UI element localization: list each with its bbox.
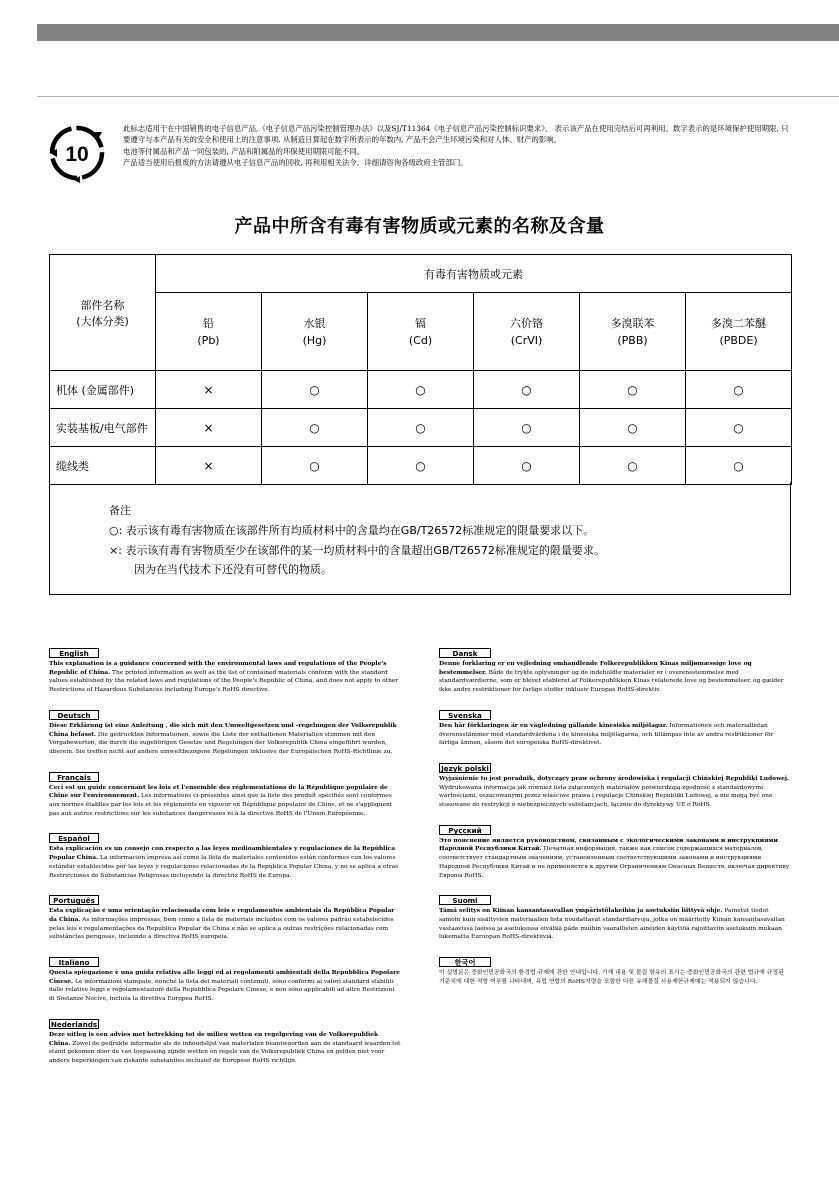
language-lead: Questa spiegazione è una guida relativa alle leggi ed ai regolamenti ambientali della Repubblica Popolare Cinese. (49, 969, 400, 985)
cell-value: × (156, 447, 262, 485)
efup-10-recycle-icon (47, 123, 107, 183)
language-label: 한국어 (439, 957, 491, 967)
language-body: Wydrukowana informacja jak również lista załączonych materiałów potwierdzają zgodność z standardowymi wartościami, oszacowanymi przez właściwe prawa i regulacje Chińskiej Republiki Ludowej, a nie mogą być one stosowane do restrykcji o niebezpiecznych substancjach, łącznie do dyrektywy UE o RoHS. (439, 784, 773, 809)
column-header (156, 293, 262, 371)
cell-value: ○ (474, 447, 580, 485)
part-header-sub: (大体分类) (76, 314, 129, 328)
language-block (49, 950, 401, 1004)
header-bar (37, 24, 839, 41)
language-block (49, 888, 401, 942)
language-lead: Denne forklaring er en vejledning omhandlende Folkerepublikken Kinas miljømæssige love og bestemmelser. (439, 660, 752, 676)
table-row (50, 371, 792, 409)
language-text (439, 660, 791, 695)
language-label: Français (49, 772, 99, 782)
language-text (49, 907, 401, 942)
language-label: Język polski (439, 763, 491, 773)
language-lead: Это пояснение является руководством, связанным с экологическими законами и инструкциями Народной Республики Китай. (439, 836, 778, 853)
circle-note: ○: 表示该有毒有害物质在该部件所有均质材料中的含量均在GB/T26572标准规定的限量要求以下。 (109, 524, 595, 537)
language-label: Deutsch (49, 710, 99, 720)
column-header (686, 293, 792, 371)
language-column-left (49, 641, 401, 1074)
cell-value: ○ (262, 447, 368, 485)
cell-value: ○ (368, 447, 474, 485)
language-block (49, 641, 401, 695)
table-title: 产品中所含有毒有害物质或元素的名称及含量 (234, 216, 605, 237)
column-name: 水银 (303, 316, 326, 330)
language-block (49, 1012, 401, 1066)
language-lead: Deze uitleg is een advies met betrekking tot de milieu wetten en regelgeving van de Volksrepubliek China. (49, 1030, 379, 1047)
language-body: 이 설명문은 중화인민공화국의 환경법 규제에 관한 안내입니다. 기재 내용 및 물질 함유의 표시는 중화인민공화국의 관련 법규에 규정된 기준치에 대한 적합 여부를 나타내며, 유럽 연합의 RoHS지령을 포함한 다른 유해물질 사용제한규제에는 적용되지 않습니다. (439, 970, 784, 985)
language-block (439, 756, 791, 810)
column-symbol: (Pb) (197, 333, 220, 347)
language-body: Печатная информация, также как список содержащихся материалов, соответствует стандартным значениям, установленным соответствующими законами и инструкциями Народной Республики Китай и не применяется к другим Ограничениям Опасных Веществ, включая директиву Европы RoHS. (439, 846, 790, 879)
column-header (368, 293, 474, 371)
row-part: 实装基板/电气部件 (50, 409, 156, 447)
cell-value: ○ (686, 409, 792, 447)
intro-paragraph: 此标志适用于在中国销售的电子信息产品,《电子信息产品污染控制管理办法》以及SJ/T11364《电子信息产品污染控制标识要求》。 表示该产品在使用完结后可再利用。数字表示的是环境保护使用期限, 只要遵守与本产品有关的安全和使用上的注意事项, 从制造日算起在数字所表示的年数内, 产品不会产生环境污染和对人体、财产的影响。 (123, 124, 789, 145)
column-symbol: (Hg) (302, 333, 327, 347)
cell-value: × (156, 371, 262, 409)
column-name: 多溴联苯 (610, 316, 655, 330)
language-lead: Tämä selitys on Kiinan kansantasavallan ympäristölakeihin ja asetuksiin liittyvä ohje. (439, 907, 723, 915)
intro-text (123, 123, 793, 169)
language-body: Le informazioni stampate, nonché la lista dei materiali contenuti, sono conformi ai valori standard stabiliti dalle relative leggi e regolamentazioni della Repubblica Popolare Cinese, e non sono applicabili ad altre Restrizioni di Sostanze Nocive, inclusa la direttiva Europea RoHS. (49, 978, 395, 1003)
language-block (49, 826, 401, 880)
cell-value: ○ (580, 409, 686, 447)
language-body: Zowel de gedrukte informatie als de inhoudslijst van materialen beantwoorden aan de standaard waarden tot stand gekomen door de van toepassing zijnde wetten en regels van de Volksrepubliek China en gelden niet voor andere beperkingen van riskante substanties inclusief de Europese RoHS richtlijn. (49, 1040, 401, 1064)
column-symbol: (Cd) (408, 333, 433, 347)
header-divider (37, 96, 839, 97)
language-text (439, 775, 791, 810)
column-header (580, 293, 686, 371)
row-part: 缆线类 (50, 447, 156, 485)
language-text (439, 722, 791, 748)
language-text (49, 845, 401, 880)
language-body: Les informations ci-présentes ainsi que la liste des produit spécifiés sont conformes aux normes établies par les lois et les règlements en vigueur en République populaire de Chine, et ne s'appliquent pas aux autres restrictions sur les substances dangereuses ni à la directive RoHS de l'Union Européenne. (49, 793, 393, 817)
language-body: Die gedruckten Informationen, sowie die Liste der enthaltenen Materialien stimmen mit den Vorgabewerten, die durch die zugehörigen Gesetze und Regelungen der Volksrepublik China eingeführt wurden, überein. Sie treffen nicht auf andere umweltbezogene Regelungen inklusive der Europäischen RoHS-Richtlinie zu. (49, 731, 393, 755)
notes-title: 备注 (109, 504, 131, 517)
cell-value: ○ (368, 371, 474, 409)
row-part: 机体 (金属部件) (50, 371, 156, 409)
column-name: 镉 (415, 316, 426, 330)
column-name: 铅 (203, 316, 214, 330)
cell-value: × (156, 409, 262, 447)
language-text (49, 969, 401, 1004)
cell-value: ○ (368, 409, 474, 447)
column-symbol: (CrVI) (510, 333, 543, 347)
language-body: The printed information as well as the list of contained materials conform with the standard values established by the related laws and regulations of the People's Republic of China, and does not apply to other Restrictions of Hazardous Substances including Europe's RoHS directive. (49, 669, 399, 694)
language-label: Русский (439, 825, 491, 835)
language-lead: Ceci est un guide concernant les lois et l'ensemble des réglementations de la République populaire de Chine sur l'environnement. (49, 783, 388, 800)
language-text (49, 722, 401, 757)
language-label: Suomi (439, 895, 491, 905)
language-lead: Esta explicación es un consejo con respecto a las leyes medioambientales y regulaciones de la República Popular China. (49, 845, 396, 862)
cell-value: ○ (262, 371, 368, 409)
language-block (439, 818, 791, 881)
language-block (439, 950, 791, 986)
intro-paragraph: 电池等付属品和产品一同包装的, 产品和附属品的环保使用期限可能不同。 (123, 146, 365, 156)
column-header (262, 293, 368, 371)
extra-note: 因为在当代技术下还没有可替代的物质。 (134, 563, 332, 576)
language-block (49, 703, 401, 757)
language-text (439, 837, 791, 881)
column-symbol: (PBDE) (719, 333, 758, 347)
language-label: English (49, 648, 99, 658)
language-block (439, 888, 791, 942)
language-lead: Esta explicação é uma orientação relacionada com leis e regulamentos ambientais da República Popular da China. (49, 907, 395, 923)
language-column-right (439, 641, 791, 994)
language-text (49, 784, 401, 819)
language-body: Painetut tiedot samoin kuin sisältyvien materiaalien lista noudattavat standardiarvoja, jotka on määritetty Kiinan kansantasavallan vastaavissa laeissa ja asetuksissa eivätkä päde muihin vaarallisten aineiden käyttöä rajoittaviin asetuksiin mukaan lukematta Euroopan RoHS-direktiiviä. (439, 908, 785, 941)
language-lead: This explanation is a guidance concerned with the environmental laws and regulations of the People's Republic of China. (49, 660, 387, 676)
part-header: 部件名称 (80, 298, 125, 312)
column-name: 多溴二苯醚 (711, 316, 767, 330)
column-symbol: (PBB) (617, 333, 648, 347)
language-body: As informações impressas, bem como a lista de materiais incluídos com os valores padrão estabelecidos pelas leis e regulamentações da República Popular da China e não se aplica a outras restrições relacionadas com substâncias perigosas, incluindo a directiva RoHS europeia. (49, 916, 394, 941)
language-lead: Wyjaśnienie to jest poradnik, dotyczący praw ochrony środowiska i regulacji Chińskiej Republiki Ludowej. (439, 774, 790, 782)
language-text (439, 907, 791, 942)
language-body: Informationen och materiallistan överensstämmer med standardvärdena i de kinesiska miljölagarna, och tillämpas inte av andra restriktioner för farliga ämnen, såsom det europeiska RoHS-direktivet. (439, 722, 774, 747)
language-label: Svenska (439, 710, 491, 720)
language-block (439, 703, 791, 748)
language-body: La información impresa así como la lista de materiales contenidos están conformes con los valores estándar establecidos por las leyes y regulaciones relacionadas de la República Popular China, y no se aplica a otras Restricciones de Substancias Peligrosas incluyendo la directriz RoHS de Europa. (49, 855, 399, 879)
column-name: 六价铬 (510, 316, 543, 330)
language-block (49, 765, 401, 819)
cell-value: ○ (262, 409, 368, 447)
language-lead: Diese Erklärung ist eine Anleitung , die sich mit den Umweltgesetzen und -regelungen der Volksrepublik China befasst. (49, 721, 397, 738)
cell-value: ○ (474, 371, 580, 409)
hazardous-substance-table (49, 254, 792, 485)
cell-value: ○ (686, 447, 792, 485)
language-label: Español (49, 833, 99, 843)
efup-number: 10 (65, 143, 89, 166)
language-label: Dansk (439, 648, 491, 658)
language-text (49, 1031, 401, 1066)
cell-value: ○ (580, 447, 686, 485)
column-header (474, 293, 580, 371)
table-row (50, 447, 792, 485)
intro-paragraph: 产品适当使用后报废的方法请遵从电子信息产品的回收, 再利用相关法令。详细请咨询各级政府主管部门。 (123, 158, 468, 168)
cell-value: ○ (580, 371, 686, 409)
cell-value: ○ (474, 409, 580, 447)
language-body: Både de trykte oplysninger og de indeholdte materialer er i overensstemmelse med standardværdierne, som er blevet etableret af Folkerepublikken Kinas relaterede love og bestemmelser, og gælder ikke andre restriktioner for farlige stoffer inklusiv Europas RoHS-direktiv. (439, 669, 784, 694)
cell-value: ○ (686, 371, 792, 409)
language-lead: Den här förklaringen är en vägledning gällande kinesiska miljölagar. (439, 721, 668, 729)
table-row (50, 409, 792, 447)
substance-group-header: 有毒有害物质或元素 (156, 255, 792, 293)
part-header-cell (50, 255, 156, 371)
language-label: Português (49, 895, 99, 905)
language-block (439, 641, 791, 695)
language-text (439, 969, 791, 986)
cross-note: ×: 表示该有毒有害物质至少在该部件的某一均质材料中的含量超出GB/T26572标准规定的限量要求。 (109, 544, 605, 557)
language-label: Nederlands (50, 1019, 98, 1029)
language-label: Italiano (49, 957, 99, 967)
table-notes (49, 482, 791, 595)
language-text (49, 660, 401, 695)
